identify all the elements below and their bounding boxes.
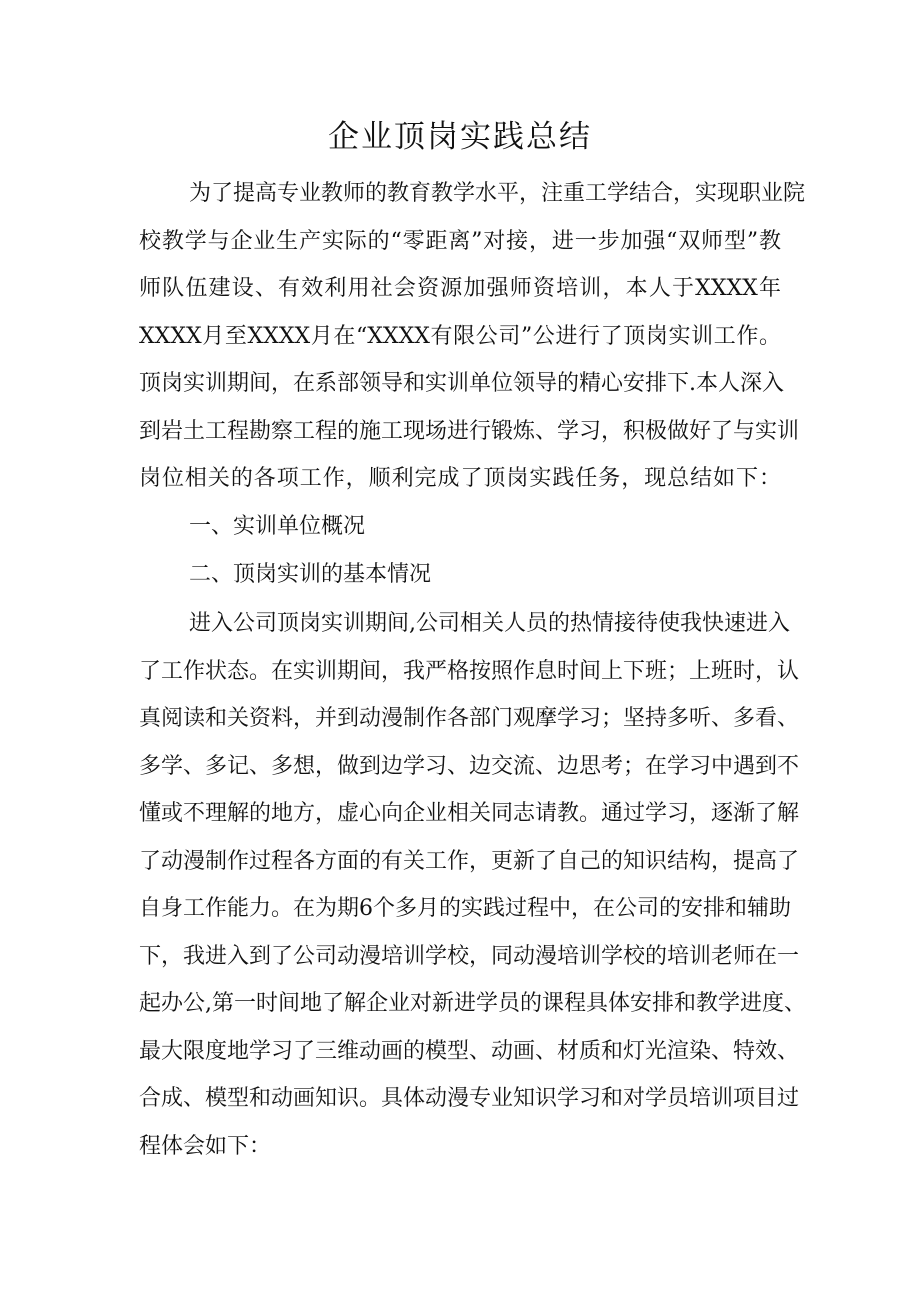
paragraph-2-line: 自身工作能力。在为期6个多月的实践过程中，在公司的安排和辅助: [139, 896, 791, 921]
paragraph-2-line: 真阅读和关资料，并到动漫制作各部门观摩学习；坚持多听、多看、: [139, 706, 800, 731]
paragraph-2-line: 了动漫制作过程各方面的有关工作，更新了自己的知识结构，提高了: [139, 849, 800, 874]
paragraph-2-line: 了工作状态。在实训期间，我严格按照作息时间上下班；上班时，认: [139, 659, 800, 684]
paragraph-2-line: 多学、多记、多想，做到边学习、边交流、边思考；在学习中遇到不: [139, 754, 800, 779]
paragraph-1-line: 顶岗实训期间，在系部领导和实训单位领导的精心安排下.本人深入: [139, 371, 784, 396]
paragraph-1-line: 师队伍建设、有效利用社会资源加强师资培训，本人于XXXX年: [139, 276, 781, 301]
paragraph-2-line: 进入公司顶岗实训期间,公司相关人员的热情接待使我快速进入: [189, 611, 790, 636]
page-title: 企业顶岗实践总结: [328, 119, 592, 155]
paragraph-1-line: XXXX月至XXXX月在“XXXX有限公司”公进行了顶岗实训工作。: [139, 324, 781, 349]
paragraph-1-line: 为了提高专业教师的教育教学水平，注重工学结合，实现职业院: [189, 181, 806, 206]
paragraph-2-line: 起办公,第一时间地了解企业对新进学员的课程具体安排和教学进度、: [139, 991, 806, 1016]
paragraph-2-line: 下，我进入到了公司动漫培训学校，同动漫培训学校的培训老师在一: [139, 944, 800, 969]
section-heading-1: 一、实训单位概况: [189, 514, 366, 539]
paragraph-2-line: 合成、模型和动画知识。具体动漫专业知识学习和对学员培训项目过: [139, 1086, 800, 1111]
paragraph-2-line: 懂或不理解的地方，虚心向企业相关同志请教。通过学习，逐渐了解: [139, 801, 800, 826]
paragraph-2-line: 程体会如下：: [139, 1134, 272, 1159]
paragraph-2-line: 最大限度地学习了三维动画的模型、动画、材质和灯光渲染、特效、: [139, 1039, 800, 1064]
paragraph-1-line: 岗位相关的各项工作，顺利完成了顶岗实践任务，现总结如下：: [139, 466, 781, 491]
section-heading-2: 二、顶岗实训的基本情况: [189, 562, 432, 587]
paragraph-1-line: 到岩土工程勘察工程的施工现场进行锻炼、学习，积极做好了与实训: [139, 419, 800, 444]
paragraph-1-line: 校教学与企业生产实际的“零距离”对接，进一步加强“双师型”教: [139, 229, 781, 254]
